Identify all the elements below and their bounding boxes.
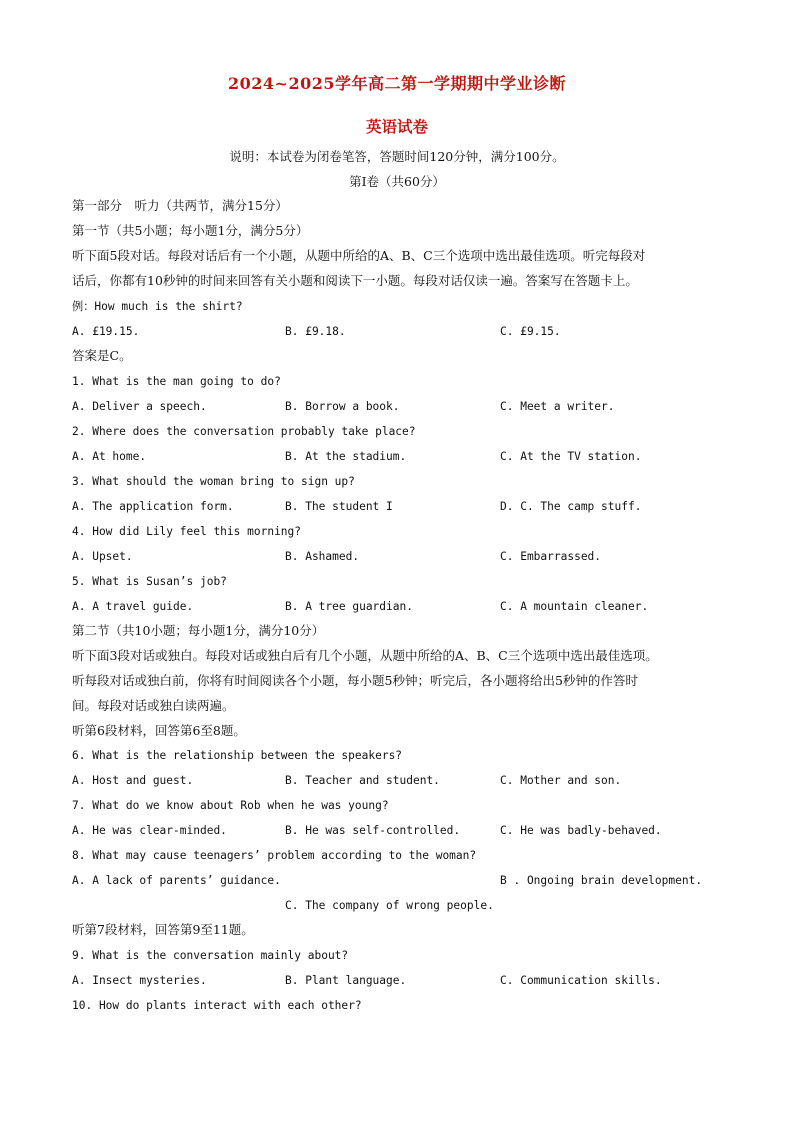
q9-option-a: A. Insect mysteries.	[72, 974, 207, 987]
material-6-heading: 听第6段材料，回答第6至8题。	[72, 723, 246, 738]
material-7-heading: 听第7段材料，回答第9至11题。	[72, 922, 254, 937]
example-option-c: C. £9.15.	[500, 325, 561, 338]
section2-instructions-line2: 听每段对话或独白前，你将有时间阅读各个小题，每小题5秒钟；听完后，各小题将给出5秒钟的作答时	[72, 673, 638, 688]
section1-instructions-line2: 话后，你都有10秒钟的时间来回答有关小题和阅读下一小题。每段对话仅读一遍。答案写在答题卡上。	[72, 273, 638, 288]
example-answer: 答案是C。	[72, 348, 132, 363]
q4-option-a: A. Upset.	[72, 550, 133, 563]
q3-option-a: A. The application form.	[72, 500, 234, 513]
q6-option-a: A. Host and guest.	[72, 774, 194, 787]
q1-option-c: C. Meet a writer.	[500, 400, 615, 413]
section1-heading: 第一节（共5小题；每小题1分，满分5分）	[72, 223, 309, 238]
q7-option-c: C. He was badly-behaved.	[500, 824, 662, 837]
volume-heading: 第Ⅰ卷（共60分）	[349, 174, 445, 189]
question-2: 2. Where does the conversation probably take place?	[72, 425, 416, 438]
question-1: 1. What is the man going to do?	[72, 375, 281, 388]
q7-option-b: B. He was self-controlled.	[285, 824, 461, 837]
q3-option-c: D. C. The camp stuff.	[500, 500, 642, 513]
q4-option-b: B. Ashamed.	[285, 550, 360, 563]
q2-option-c: C. At the TV station.	[500, 450, 642, 463]
question-10: 10. How do plants interact with each other?	[72, 999, 362, 1012]
example-option-a: A. £19.15.	[72, 325, 140, 338]
q5-option-c: C. A mountain cleaner.	[500, 600, 649, 613]
section1-instructions-line1: 听下面5段对话。每段对话后有一个小题，从题中所给的A、B、C三个选项中选出最佳选项。听完每段对	[72, 248, 646, 263]
exam-title: 2024~2025学年高二第一学期期中学业诊断	[228, 74, 566, 93]
q1-option-b: B. Borrow a book.	[285, 400, 400, 413]
q1-option-a: A. Deliver a speech.	[72, 400, 207, 413]
q8-option-b: B . Ongoing brain development.	[500, 874, 703, 887]
example-question: 例：How much is the shirt?	[72, 300, 243, 313]
q4-option-c: C. Embarrassed.	[500, 550, 602, 563]
question-4: 4. How did Lily feel this morning?	[72, 525, 302, 538]
question-9: 9. What is the conversation mainly about?	[72, 949, 349, 962]
question-8: 8. What may cause teenagers’ problem according to the woman?	[72, 849, 477, 862]
q9-option-c: C. Communication skills.	[500, 974, 662, 987]
q3-option-b: B. The student I	[285, 500, 393, 513]
q2-option-a: A. At home.	[72, 450, 147, 463]
example-option-b: B. £9.18.	[285, 325, 346, 338]
question-5: 5. What is Susan’s job?	[72, 575, 227, 588]
exam-note: 说明：本试卷为闭卷笔答，答题时间120分钟，满分100分。	[229, 149, 565, 164]
section2-instructions-line1: 听下面3段对话或独白。每段对话或独白后有几个小题，从题中所给的A、B、C三个选项中选出最佳选项。	[72, 648, 658, 663]
q7-option-a: A. He was clear-minded.	[72, 824, 227, 837]
q6-option-c: C. Mother and son.	[500, 774, 622, 787]
section2-heading: 第二节（共10小题；每小题1分，满分10分）	[72, 623, 325, 638]
part1-heading: 第一部分 听力（共两节，满分15分）	[72, 198, 288, 213]
q2-option-b: B. At the stadium.	[285, 450, 407, 463]
section2-instructions-line3: 间。每段对话或独白读两遍。	[72, 698, 235, 713]
exam-subtitle: 英语试卷	[365, 117, 428, 136]
q5-option-a: A. A travel guide.	[72, 600, 194, 613]
q8-option-c: C. The company of wrong people.	[285, 899, 494, 912]
q5-option-b: B. A tree guardian.	[285, 600, 413, 613]
question-6: 6. What is the relationship between the speakers?	[72, 749, 403, 762]
question-3: 3. What should the woman bring to sign up?	[72, 475, 355, 488]
q8-option-a: A. A lack of parents’ guidance.	[72, 874, 281, 887]
question-7: 7. What do we know about Rob when he was young?	[72, 799, 389, 812]
q6-option-b: B. Teacher and student.	[285, 774, 440, 787]
q9-option-b: B. Plant language.	[285, 974, 407, 987]
